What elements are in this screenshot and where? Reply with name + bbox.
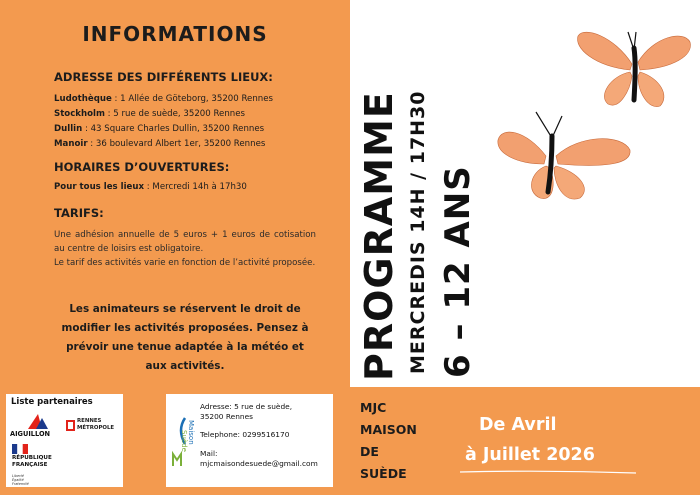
hours-text: Pour tous les lieux : Mercredi 14h à 17h30 bbox=[54, 182, 247, 192]
partners-title: Liste partenaires bbox=[11, 397, 93, 407]
mjc-logo-text-1: Maison bbox=[187, 420, 195, 445]
contact-address-2: 35200 Rennes bbox=[200, 412, 253, 422]
contact-address-1: Adresse: 5 rue de suède, bbox=[200, 402, 293, 411]
mjc-logo-text-2: Suède bbox=[180, 430, 188, 452]
contact-mail: mjcmaisondesuede@gmail.com bbox=[200, 458, 318, 468]
mjc-name: MJC MAISON DE SUÈDE bbox=[360, 400, 417, 481]
address-item: Manoir : 36 boulevard Albert 1er, 35200 Rennes bbox=[54, 139, 266, 149]
activities-notice: Les animateurs se réservent le droit de modifier les activités proposées. Pensez à prévoir une tenue adaptée à la météo et aux activités. bbox=[61, 303, 309, 372]
addresses-heading: ADRESSE DES DIFFÉRENTS LIEUX: bbox=[54, 70, 273, 84]
rennes-metropole-label: RENNES MÉTROPOLE bbox=[77, 418, 115, 431]
period-dates-line-1: De Avril bbox=[479, 415, 557, 435]
dates-underline bbox=[458, 470, 638, 474]
addresses-list bbox=[54, 92, 344, 152]
tarifs-line-1: Une adhésion annuelle de 5 euros + 1 euros de cotisation au centre de loisirs est obligatoire. bbox=[54, 230, 316, 254]
republique-francaise-flag-icon bbox=[12, 444, 28, 454]
republique-francaise-label: RÉPUBLIQUE FRANÇAISE bbox=[12, 455, 52, 468]
butterfly-upper-icon bbox=[574, 26, 696, 114]
period-dates-line-2: à Juillet 2026 bbox=[465, 445, 595, 465]
contact-box bbox=[166, 394, 333, 487]
mjc-logo-icon bbox=[169, 410, 195, 470]
tarifs-text bbox=[54, 228, 316, 270]
contact-details bbox=[200, 402, 332, 469]
rennes-metropole-logo-icon bbox=[66, 420, 75, 431]
info-title: INFORMATIONS bbox=[82, 22, 268, 46]
tarifs-heading: TARIFS: bbox=[54, 206, 104, 220]
schedule-text: MERCREDIS 14H / 17H30 bbox=[407, 90, 429, 374]
age-range: 6 – 12 ANS bbox=[438, 165, 478, 378]
period-dates bbox=[465, 410, 645, 470]
butterfly-lower-icon bbox=[496, 106, 636, 204]
contact-phone: Telephone: 0299516170 bbox=[200, 430, 290, 440]
contact-mail-label: Mail: bbox=[200, 448, 218, 458]
address-item: Stockholm : 5 rue de suède, 35200 Rennes bbox=[54, 109, 245, 119]
partners-box bbox=[6, 394, 123, 487]
address-item: Dullin : 43 Square Charles Dullin, 35200 Rennes bbox=[54, 124, 265, 134]
address-item: Ludothèque : 1 Allée de Göteborg, 35200 Rennes bbox=[54, 94, 273, 104]
republique-motto: Liberté Égalité Fraternité bbox=[12, 474, 29, 486]
aiguillon-label: AIGUILLON bbox=[10, 430, 51, 438]
tarifs-line-2: Le tarif des activités varie en fonction de l’activité proposée. bbox=[54, 258, 316, 268]
hours-heading: HORAIRES D’OUVERTURES: bbox=[54, 160, 230, 174]
programme-title: PROGRAMME bbox=[357, 91, 401, 381]
